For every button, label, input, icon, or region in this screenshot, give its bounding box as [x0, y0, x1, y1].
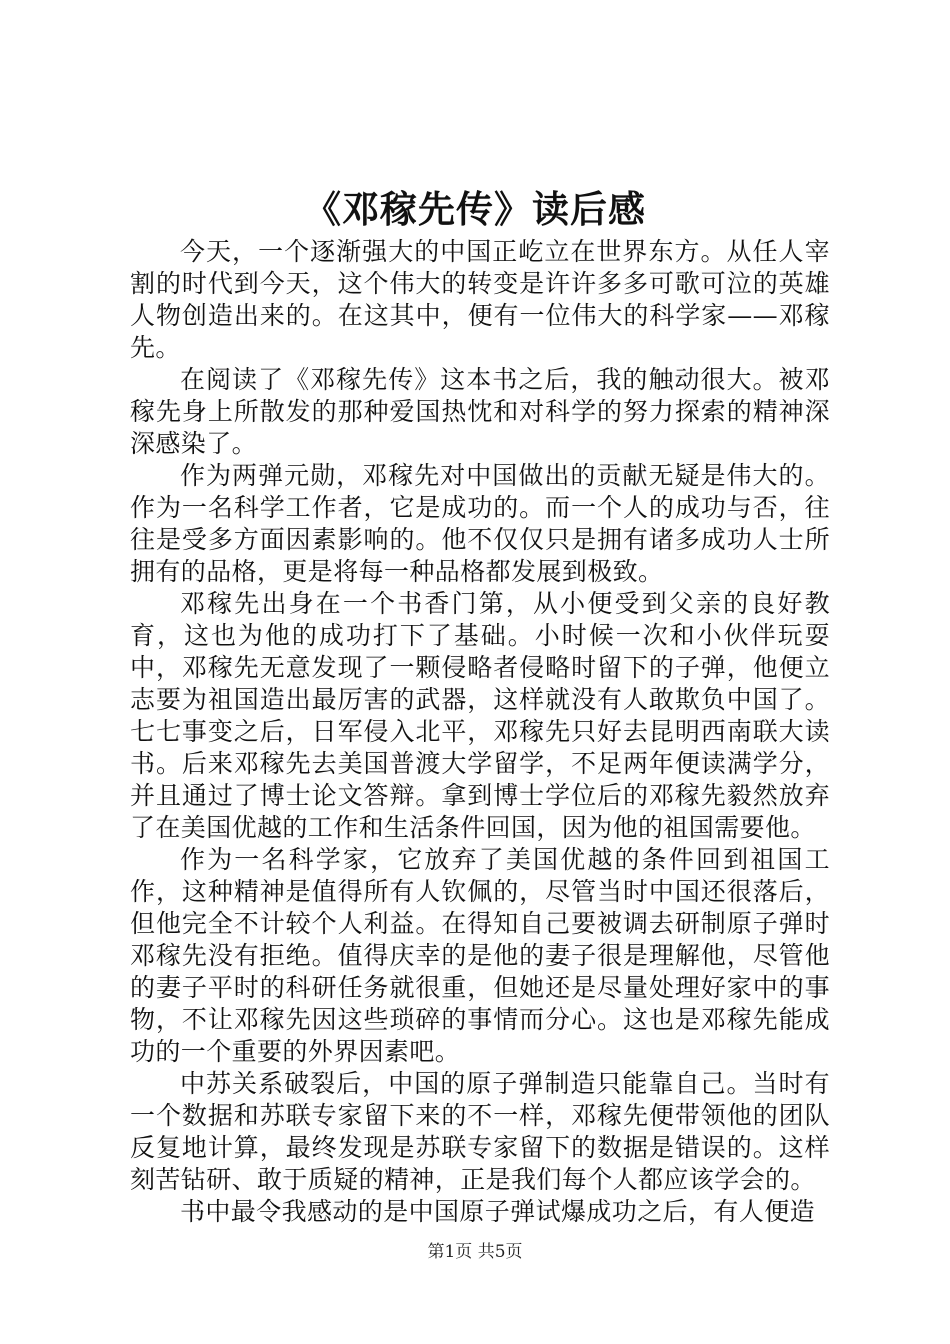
paragraph: 中苏关系破裂后，中国的原子弹制造只能靠自己。当时有一个数据和苏联专家留下来的不一样，邓稼先便带领他的团队反复地计算，最终发现是苏联专家留下的数据是错误的。这样刻苦钻研、敢于质疑的精神，正是我们每个人都应该学会的。: [130, 1069, 830, 1194]
document-body: [130, 236, 830, 1228]
paragraph: 在阅读了《邓稼先传》这本书之后，我的触动很大。被邓稼先身上所散发的那种爱国热忱和对科学的努力探索的精神深深感染了。: [130, 365, 830, 458]
page-footer: 第1页 共5页: [427, 1242, 523, 1262]
paragraph: 邓稼先出身在一个书香门第，从小便受到父亲的良好教育，这也为他的成功打下了基础。小时候一次和小伙伴玩耍中，邓稼先无意发现了一颗侵略者侵略时留下的子弹，他便立志要为祖国造出最厉害的武器，这样就没有人敢欺负中国了。七七事变之后，日军侵入北平，邓稼先只好去昆明西南联大读书。后来邓稼先去美国普渡大学留学，不足两年便读满学分，并且通过了博士论文答辩。拿到博士学位后的邓稼先毅然放弃了在美国优越的工作和生活条件回国，因为他的祖国需要他。: [130, 589, 830, 842]
paragraph: 今天，一个逐渐强大的中国正屹立在世界东方。从任人宰割的时代到今天，这个伟大的转变是许许多多可歌可泣的英雄人物创造出来的。在这其中，便有一位伟大的科学家——邓稼先。: [130, 237, 830, 362]
paragraph: 作为两弹元勋，邓稼先对中国做出的贡献无疑是伟大的。作为一名科学工作者，它是成功的。而一个人的成功与否，往往是受多方面因素影响的。他不仅仅只是拥有诸多成功人士所拥有的品格，更是将每一种品格都发展到极致。: [130, 461, 830, 586]
document-title: 《邓稼先传》读后感: [304, 187, 646, 231]
paragraph: 作为一名科学家，它放弃了美国优越的条件回到祖国工作，这种精神是值得所有人钦佩的，尽管当时中国还很落后，但他完全不计较个人利益。在得知自己要被调去研制原子弹时邓稼先没有拒绝。值得庆幸的是他的妻子很是理解他，尽管他的妻子平时的科研任务就很重，但她还是尽量处理好家中的事物，不让邓稼先因这些琐碎的事情而分心。这也是邓稼先能成功的一个重要的外界因素吧。: [130, 845, 830, 1066]
paragraph: 书中最令我感动的是中国原子弹试爆成功之后，有人便造: [180, 1197, 816, 1226]
